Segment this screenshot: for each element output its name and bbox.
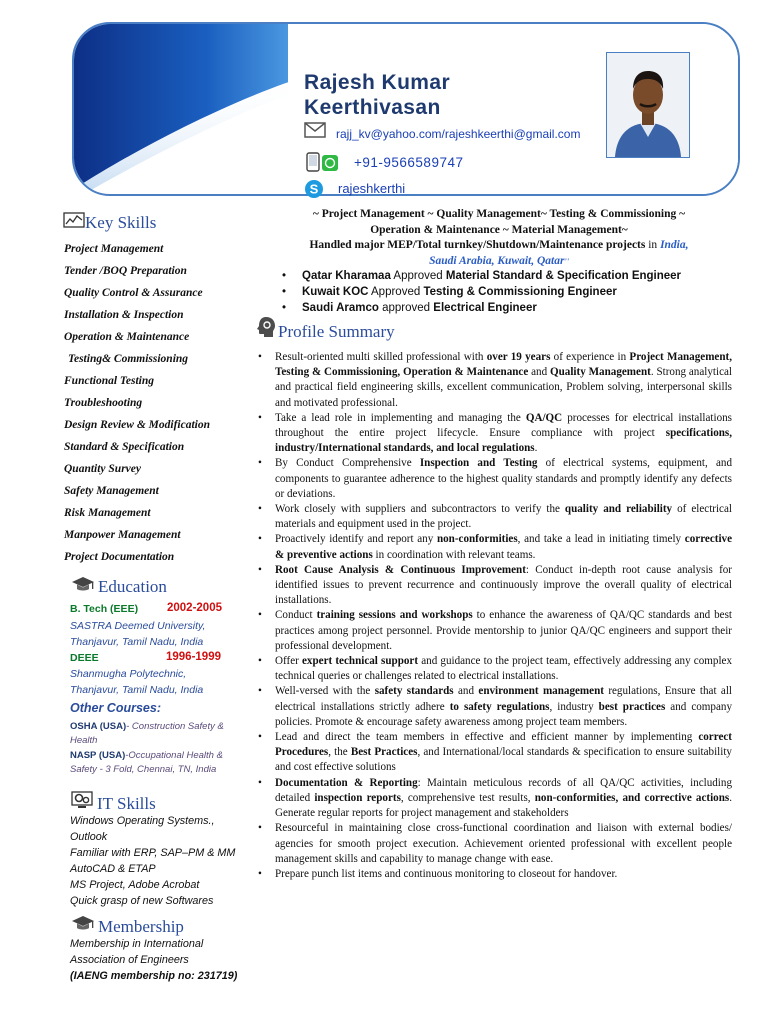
bullet-text: , industry: [549, 700, 599, 713]
bullet-emphasis: over 19 years: [486, 351, 551, 363]
bullet-emphasis: safety standards: [374, 685, 454, 698]
approval-status: Approved: [371, 286, 421, 298]
phone-number[interactable]: +91-9566589747: [354, 155, 464, 170]
graduation-cap-icon: [71, 575, 95, 593]
bullet-text: in coordination with relevant teams.: [372, 548, 536, 561]
bullet-text: of electrical systems, equipment, and components to guarantee adherence to the highest quality standards and promptly identify any defects or deviations.: [275, 457, 732, 500]
it-skills-title: IT Skills: [97, 794, 156, 813]
skype-id[interactable]: rajeshkerthi: [338, 181, 406, 196]
bullet-emphasis: training sessions and workshops: [316, 609, 473, 622]
profile-bullet: [256, 654, 732, 684]
candidate-name: [304, 70, 450, 120]
bullet-text: Result-oriented multi skilled professional with: [275, 351, 487, 363]
skill-item: Troubleshooting: [64, 397, 143, 409]
degree-name: B. Tech (EEE): [70, 603, 139, 615]
bullet-text: Offer: [275, 655, 302, 668]
bullet-emphasis: QA/QC: [525, 411, 563, 424]
headline-locations: Saudi Arabia, Kuwait, Qatar: [429, 254, 565, 267]
approval-role: Material Standard & Specification Engineer: [445, 270, 682, 282]
institution-location: Thanjavur, Tamil Nadu, India: [70, 684, 204, 696]
bullet-emphasis: non-conformities, and corrective actions: [534, 791, 730, 804]
skill-item: Tender /BOQ Preparation: [64, 265, 187, 277]
bullet-text: and: [528, 366, 550, 379]
approval-org: Kuwait KOC: [302, 286, 369, 298]
membership-title: Membership: [98, 917, 184, 936]
skill-item: Operation & Maintenance: [64, 331, 190, 343]
profile-bullet: [256, 821, 732, 867]
bullet-emphasis: non-conformities: [436, 533, 518, 546]
skill-item: Project Documentation: [64, 551, 175, 563]
bullet-text: of electrical materials and equipment used in the project.: [275, 503, 732, 531]
approvals-list: [282, 268, 681, 316]
bullet-text: Lead and direct the team members in effective and efficient manner by implementing: [275, 731, 699, 744]
bullet-emphasis: Root Cause Analysis & Continuous Improvement: [275, 563, 526, 576]
profile-bullet: [256, 456, 732, 502]
approval-org: Qatar Kharamaa: [302, 270, 391, 282]
headline-line-1: ~ Project Management ~ Quality Management~ Testing & Commissioning ~: [312, 208, 686, 220]
bullet-text: of experience in: [550, 351, 630, 363]
membership-line: Membership in International: [70, 938, 204, 950]
bullet-text: . Strong analytical and practical field engineering skills, excellent communication, Problem solving, interpersonal skills and motivated professional.: [275, 366, 732, 409]
degree-years: 2002-2005: [167, 602, 222, 614]
email-address[interactable]: rajj_kv@yahoo.com/rajeshkeerthi@gmail.com: [336, 127, 581, 141]
skill-item: Quality Control & Assurance: [64, 287, 203, 299]
bullet-emphasis: Documentation & Reporting: [275, 776, 418, 789]
bullet-emphasis: Project Management, Testing & Commissioning, Operation & Maintenance: [275, 351, 732, 379]
approval-role: Electrical Engineer: [433, 302, 537, 314]
skype-row: [304, 179, 406, 204]
bullet-emphasis: environment management: [478, 685, 604, 698]
bullet-text: : Maintain meticulous records of all QA/QC activities, including detailed: [275, 776, 732, 804]
bullet-text: processes for electrical installations throughout the entire project lifecycle. Ensure compliance with project: [275, 411, 732, 440]
bullet-text: Take a lead role in implementing and managing the: [275, 411, 526, 424]
bullet-text: and company policies. Promote & encourage safety awareness among project team members.: [275, 700, 732, 728]
skill-item: Testing& Commissioning: [68, 353, 189, 365]
headline-line-2: Operation & Maintenance ~ Material Management~: [370, 223, 628, 236]
bullet-text: , and take a lead in initiating timely: [517, 533, 685, 546]
bullet-emphasis: Inspection and Testing: [419, 457, 538, 470]
headline-line-3: [258, 238, 740, 254]
membership-line: Association of Engineers: [70, 954, 189, 966]
mobile-phone-icon: [306, 152, 320, 172]
headline-line-4: [258, 254, 740, 270]
it-skill-item: AutoCAD & ETAP: [70, 863, 156, 875]
course-item: [70, 720, 250, 748]
svg-text:S: S: [309, 181, 319, 197]
course-name: OSHA (USA): [70, 721, 127, 732]
gears-computer-icon: [71, 790, 95, 810]
bullet-text: to enhance the awareness of QA/QC standards and best practices among project personnel. Provide mentorship to junior QA/QC engineers and support their professional development.: [275, 609, 733, 652]
course-item: [70, 749, 242, 777]
header-decorative-band: [74, 24, 314, 194]
headline-location-mark: '': [564, 256, 569, 266]
bullet-text: . Generate regular reports for project management and stakeholders: [275, 791, 732, 820]
profile-bullet: [256, 730, 732, 776]
skill-item: Manpower Management: [64, 529, 181, 541]
profile-bullet: [256, 411, 732, 457]
graduation-cap-icon: [71, 914, 95, 932]
profile-photo-image: [607, 53, 689, 157]
name-line-1: Rajesh Kumar: [304, 71, 451, 94]
degree-years: 1996-1999: [166, 651, 221, 663]
skype-icon: [304, 179, 324, 199]
name-line-2: Keerthivasan: [304, 96, 441, 119]
institution-location: Thanjavur, Tamil Nadu, India: [70, 636, 204, 648]
bullet-emphasis: expert technical support: [302, 655, 419, 668]
course-name: NASP (USA): [70, 750, 126, 761]
profile-bullet: [256, 532, 732, 562]
bullet-text: Prepare punch list items and continuous monitoring to closeout for handover.: [275, 867, 618, 880]
bullet-emphasis: corrective & preventive actions: [275, 533, 733, 561]
profile-photo: [606, 52, 690, 158]
skill-item: Functional Testing: [64, 375, 155, 387]
bullet-emphasis: correct Procedures: [275, 731, 732, 759]
bullet-emphasis: inspection reports: [314, 791, 401, 804]
membership-number: (IAENG membership no: 231719): [70, 970, 238, 982]
profile-bullet: [256, 350, 732, 411]
bullet-emphasis: Quality Management: [549, 366, 651, 379]
skill-item: Risk Management: [64, 507, 151, 519]
bullet-text: , and International/local standards & specification to ensure suitability and cost effective solutions: [275, 746, 732, 774]
profile-bullet: [256, 502, 732, 532]
bullet-text: By Conduct Comprehensive: [275, 457, 420, 470]
approval-item: [282, 268, 681, 284]
profile-bullet: [256, 867, 732, 882]
institution-name: Shanmugha Polytechnic,: [70, 668, 187, 680]
profile-summary-list: [256, 350, 732, 882]
other-courses-title: Other Courses:: [70, 701, 161, 715]
profile-bullet: [256, 684, 732, 730]
skill-item: Safety Management: [64, 485, 159, 497]
profile-bullet: [256, 608, 732, 654]
bullet-text: .: [534, 442, 538, 455]
approval-status: Approved: [393, 270, 443, 282]
skill-item: Standard & Specification: [64, 441, 185, 453]
headline-projects: Handled major MEP/Total turnkey/Shutdown/Maintenance projects: [309, 239, 646, 251]
skill-item: Design Review & Modification: [64, 419, 210, 431]
email-row: [304, 122, 581, 143]
bullet-text: , the: [328, 746, 351, 759]
bullet-text: and guidance to the project team, effectively addressing any complex technical queries or challenges related to electrical installations.: [275, 655, 733, 683]
profile-bullet: [256, 563, 732, 609]
bullet-text: Well-versed with the: [275, 685, 375, 698]
it-skill-item: Quick grasp of new Softwares: [70, 895, 214, 907]
headline: [258, 207, 740, 269]
bullet-emphasis: Best Practices: [350, 746, 418, 759]
bullet-text: regulations, Ensure that all electrical installations strictly adhere: [275, 685, 732, 713]
headline-in: in: [645, 239, 661, 251]
headline-location-india: India,: [660, 239, 689, 251]
course-description: - Construction Safety & Health: [70, 721, 224, 746]
bullet-text: Work closely with suppliers and subcontractors to verify the: [275, 503, 565, 516]
key-skills-title: Key Skills: [85, 213, 157, 232]
approval-status: approved: [382, 302, 431, 314]
bullet-text: Resourceful in maintaining close cross-functional coordination and liaison with external bodies/ agencies for smooth project execution. Achievement oriented professional with excellent people management skills and capability to manage change with ease.: [275, 822, 732, 865]
bullet-text: Proactively identify and report any: [275, 533, 437, 546]
profile-bullet: [256, 776, 732, 822]
key-skills-chart-icon: [63, 211, 85, 229]
bullet-emphasis: to safety regulations: [449, 700, 550, 713]
it-skill-item: Familiar with ERP, SAP–PM & MM: [70, 847, 236, 859]
bullet-text: : Conduct in-depth root cause analysis for identified issues to prevent recurrence and continuously improve the overall quality of electrical installations.: [275, 563, 732, 607]
bullet-text: and: [453, 685, 479, 698]
bullet-text: , comprehensive test results,: [400, 791, 535, 804]
approval-role: Testing & Commissioning Engineer: [423, 286, 617, 298]
envelope-icon: [304, 122, 326, 138]
approval-item: [282, 284, 681, 300]
skill-item: Project Management: [64, 243, 164, 255]
head-gears-icon: [256, 316, 276, 338]
it-skill-item: Outlook: [70, 831, 108, 843]
course-description: -Occupational Health & Safety - 3 Fold, Chennai, TN, India: [70, 750, 223, 775]
bullet-emphasis: specifications, industry/International standards, and local regulations: [275, 427, 732, 455]
institution-name: SASTRA Deemed University,: [70, 620, 206, 632]
degree-name: DEEE: [70, 652, 99, 664]
skill-item: Installation & Inspection: [64, 309, 184, 321]
it-skill-item: Windows Operating Systems.,: [70, 815, 215, 827]
bullet-text: Conduct: [275, 609, 317, 622]
approval-item: [282, 300, 681, 316]
approval-org: Saudi Aramco: [302, 302, 379, 314]
skill-item: Quantity Survey: [64, 463, 141, 475]
profile-summary-title: Profile Summary: [278, 322, 395, 341]
whatsapp-icon: [322, 155, 338, 171]
bullet-emphasis: best practices: [598, 700, 666, 713]
bullet-emphasis: quality and reliability: [564, 503, 673, 516]
education-title: Education: [98, 577, 167, 596]
it-skill-item: MS Project, Adobe Acrobat: [70, 879, 200, 891]
